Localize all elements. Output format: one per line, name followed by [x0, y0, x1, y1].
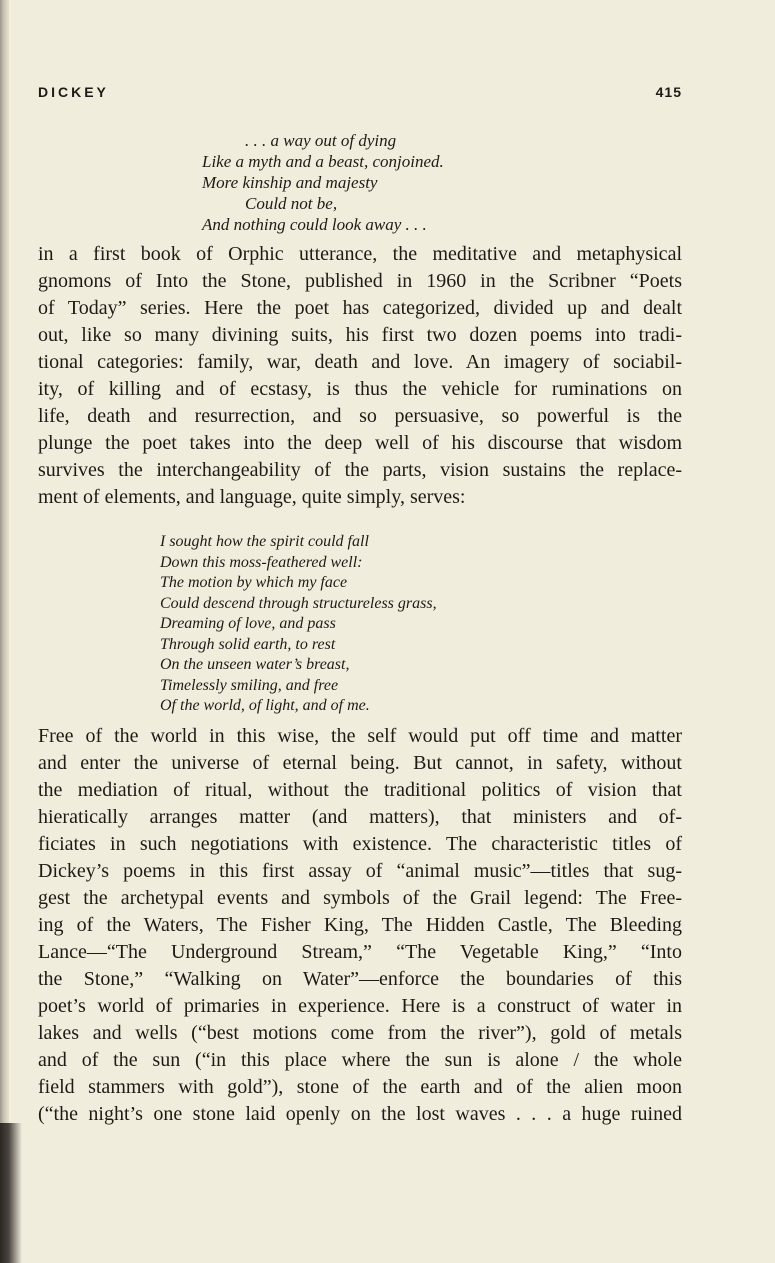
- text-line: ficiates in such negotiations with existence. The characteristic titles of: [38, 833, 682, 855]
- text-line: gnomons of Into the Stone, published in 1960 in the Scribner “Poets: [38, 270, 682, 292]
- verse-line: Of the world, of light, and of me.: [160, 697, 370, 714]
- text-line: gest the archetypal events and symbols of the Grail legend: The Free-: [38, 887, 682, 909]
- verse-line: The motion by which my face: [160, 574, 348, 591]
- book-spine-shadow: [0, 0, 9, 1263]
- verse-line: Dreaming of love, and pass: [160, 615, 336, 632]
- verse-line: And nothing could look away . . .: [202, 215, 427, 234]
- book-spine-shadow-bottom: [0, 1123, 22, 1263]
- verse-line: Through solid earth, to rest: [160, 635, 336, 653]
- text-line: ity, of killing and of ecstasy, is thus the vehicle for ruminations on: [38, 378, 682, 400]
- verse-line: Could not be,: [245, 194, 338, 213]
- text-line: life, death and resurrection, and so persuasive, so powerful is the: [38, 405, 682, 427]
- verse-line: More kinship and majesty: [202, 173, 378, 192]
- verse-line: On the unseen water’s breast,: [160, 656, 350, 673]
- text-line: Lance—“The Underground Stream,” “The Vegetable King,” “Into: [38, 941, 682, 963]
- verse-line: Like a myth and a beast, conjoined.: [202, 152, 444, 171]
- text-line: hieratically arranges matter (and matters), that ministers and of-: [38, 806, 682, 828]
- running-head-author: DICKEY: [38, 84, 109, 100]
- text-line: out, like so many divining suits, his first two dozen poems into tradi-: [38, 324, 682, 346]
- text-line: the mediation of ritual, without the traditional politics of vision that: [38, 779, 682, 801]
- text-line: and enter the universe of eternal being. But cannot, in safety, without: [38, 752, 682, 774]
- verse-line: . . . a way out of dying: [245, 131, 397, 150]
- verse-line: Down this moss-feathered well:: [160, 553, 363, 571]
- text-line: plunge the poet takes into the deep well of his discourse that wisdom: [38, 432, 682, 454]
- verse-line: I sought how the spirit could fall: [160, 533, 369, 550]
- verse-line: Timelessly smiling, and free: [160, 676, 339, 694]
- text-line: field stammers with gold”), stone of the earth and of the alien moon: [38, 1076, 682, 1098]
- text-line: and of the sun (“in this place where the sun is alone / the whole: [38, 1049, 682, 1071]
- text-line: poet’s world of primaries in experience. Here is a construct of water in: [38, 995, 682, 1017]
- text-line: lakes and wells (“best motions come from the river”), gold of metals: [38, 1022, 682, 1044]
- verse-line: Could descend through structureless grass,: [160, 594, 437, 612]
- text-line: the Stone,” “Walking on Water”—enforce the boundaries of this: [38, 968, 682, 990]
- text-line: tional categories: family, war, death and love. An imagery of sociabil-: [38, 351, 682, 373]
- running-head: [38, 84, 682, 106]
- text-line: Dickey’s poems in this first assay of “animal music”—titles that sug-: [38, 860, 682, 882]
- text-line: Free of the world in this wise, the self would put off time and matter: [38, 725, 682, 747]
- text-line: ment of elements, and language, quite simply, serves:: [38, 486, 466, 508]
- text-line: survives the interchangeability of the parts, vision sustains the replace-: [38, 459, 682, 481]
- page-number: 415: [655, 84, 682, 100]
- text-line: (“the night’s one stone laid openly on the lost waves . . . a huge ruined: [38, 1103, 682, 1125]
- text-line: in a first book of Orphic utterance, the meditative and metaphysical: [38, 243, 682, 265]
- text-line: of Today” series. Here the poet has categorized, divided up and dealt: [38, 297, 682, 319]
- text-line: ing of the Waters, The Fisher King, The Hidden Castle, The Bleeding: [38, 914, 682, 936]
